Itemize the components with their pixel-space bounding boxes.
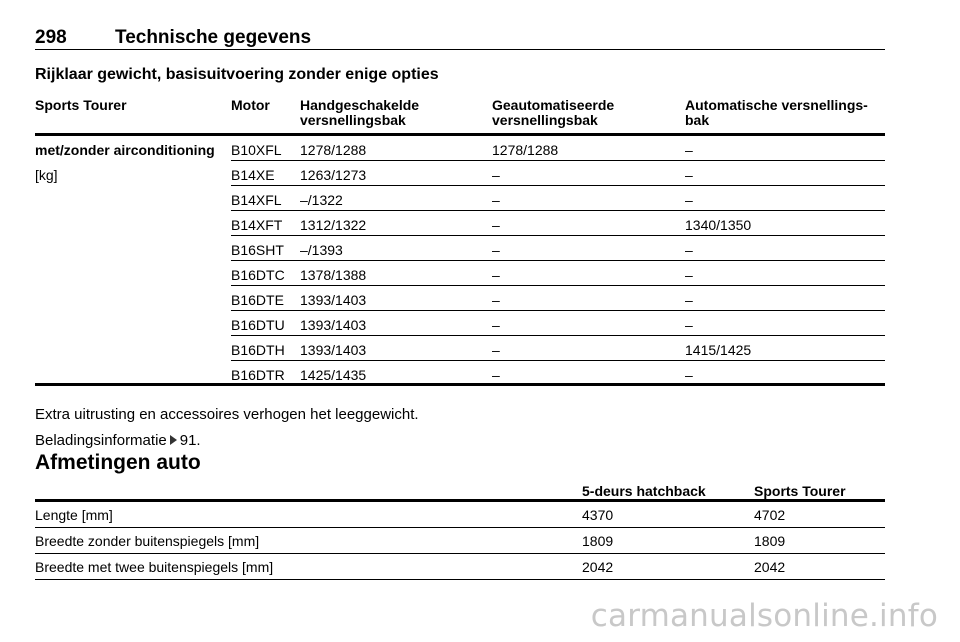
table-row bbox=[35, 336, 885, 361]
motor-cell: B16DTR bbox=[231, 367, 285, 383]
automated-cell: – bbox=[492, 367, 500, 383]
automatic-cell: – bbox=[685, 142, 693, 158]
dimensions-table-header bbox=[35, 482, 885, 502]
automated-cell: – bbox=[492, 317, 500, 333]
col-sports-tourer: Sports Tourer bbox=[35, 97, 127, 113]
page-header bbox=[35, 27, 885, 50]
automatic-cell: 1415/1425 bbox=[685, 342, 752, 358]
table-row bbox=[35, 161, 885, 186]
table-row bbox=[35, 211, 885, 236]
tourer-value: 1809 bbox=[754, 533, 786, 549]
table-row bbox=[35, 361, 885, 386]
motor-cell: B16DTC bbox=[231, 267, 285, 283]
dimensions-heading: Afmetingen auto bbox=[35, 451, 201, 474]
page-reference-arrow-icon bbox=[170, 435, 177, 445]
automatic-cell: 1340/1350 bbox=[685, 217, 752, 233]
manual-cell: 1263/1273 bbox=[300, 167, 367, 183]
motor-cell: B16DTH bbox=[231, 342, 285, 358]
automatic-cell: – bbox=[685, 267, 693, 283]
weights-table-body bbox=[35, 136, 885, 386]
automatic-cell: – bbox=[685, 192, 693, 208]
motor-cell: B16DTE bbox=[231, 292, 284, 308]
dimension-label: Breedte met twee buitenspiegels [mm] bbox=[35, 559, 274, 575]
note-loading-info bbox=[35, 432, 201, 449]
manual-cell: 1393/1403 bbox=[300, 342, 367, 358]
note-loading-ref: 91. bbox=[179, 432, 201, 449]
dimension-label: Breedte zonder buitenspiegels [mm] bbox=[35, 533, 260, 549]
automated-cell: – bbox=[492, 267, 500, 283]
table-row bbox=[35, 186, 885, 211]
automated-cell: – bbox=[492, 192, 500, 208]
table-row bbox=[35, 236, 885, 261]
manual-cell: 1312/1322 bbox=[300, 217, 367, 233]
automatic-cell: – bbox=[685, 242, 693, 258]
table-row bbox=[35, 554, 885, 580]
motor-cell: B16SHT bbox=[231, 242, 284, 258]
page-title: Technische gegevens bbox=[115, 27, 312, 48]
note-loading-text: Beladingsinformatie bbox=[35, 432, 167, 449]
table-row bbox=[35, 286, 885, 311]
col-manual: Handgeschakelde versnellingsbak bbox=[300, 97, 420, 128]
automated-cell: – bbox=[492, 242, 500, 258]
automatic-cell: – bbox=[685, 367, 693, 383]
automatic-cell: – bbox=[685, 292, 693, 308]
tourer-value: 2042 bbox=[754, 559, 786, 575]
row-divider bbox=[35, 383, 885, 386]
automatic-cell: – bbox=[685, 167, 693, 183]
col-tourer: Sports Tourer bbox=[754, 483, 846, 499]
automated-cell: 1278/1288 bbox=[492, 142, 559, 158]
motor-cell: B14XE bbox=[231, 167, 275, 183]
weights-table-header bbox=[35, 97, 885, 136]
automated-cell: – bbox=[492, 167, 500, 183]
hatchback-value: 1809 bbox=[582, 533, 614, 549]
col-automatic: Automatische versnellings-bak bbox=[685, 97, 868, 128]
page-number: 298 bbox=[35, 27, 67, 48]
dimensions-table bbox=[35, 482, 885, 580]
manual-cell: 1425/1435 bbox=[300, 367, 367, 383]
table-row bbox=[35, 528, 885, 554]
automated-cell: – bbox=[492, 342, 500, 358]
manual-cell: 1393/1403 bbox=[300, 292, 367, 308]
table-row bbox=[35, 136, 885, 161]
automatic-cell: – bbox=[685, 317, 693, 333]
table-row bbox=[35, 502, 885, 528]
motor-cell: B10XFL bbox=[231, 142, 282, 158]
hatchback-value: 4370 bbox=[582, 507, 614, 523]
manual-cell: –/1322 bbox=[300, 192, 343, 208]
motor-cell: B16DTU bbox=[231, 317, 285, 333]
manual-cell: –/1393 bbox=[300, 242, 343, 258]
group-label: met/zonder airconditioning bbox=[35, 142, 215, 158]
manual-cell: 1378/1388 bbox=[300, 267, 367, 283]
manual-cell: 1278/1288 bbox=[300, 142, 367, 158]
automated-cell: – bbox=[492, 292, 500, 308]
watermark: carmanualsonline.info bbox=[590, 598, 938, 634]
weights-table bbox=[35, 97, 885, 386]
weights-heading: Rijklaar gewicht, basisuitvoering zonder enige opties bbox=[35, 66, 439, 83]
table-row bbox=[35, 311, 885, 336]
table-row bbox=[35, 261, 885, 286]
hatchback-value: 2042 bbox=[582, 559, 614, 575]
manual-cell: 1393/1403 bbox=[300, 317, 367, 333]
tourer-value: 4702 bbox=[754, 507, 786, 523]
motor-cell: B14XFL bbox=[231, 192, 282, 208]
col-motor: Motor bbox=[231, 97, 270, 113]
dimension-label: Lengte [mm] bbox=[35, 507, 113, 523]
motor-cell: B14XFT bbox=[231, 217, 283, 233]
dimensions-table-body bbox=[35, 502, 885, 580]
col-automated: Geautomatiseerde versnellingsbak bbox=[492, 97, 615, 128]
col-hatchback: 5-deurs hatchback bbox=[582, 483, 706, 499]
automated-cell: – bbox=[492, 217, 500, 233]
note-extra-equipment: Extra uitrusting en accessoires verhogen het leeggewicht. bbox=[35, 406, 419, 423]
unit-label: [kg] bbox=[35, 167, 58, 183]
